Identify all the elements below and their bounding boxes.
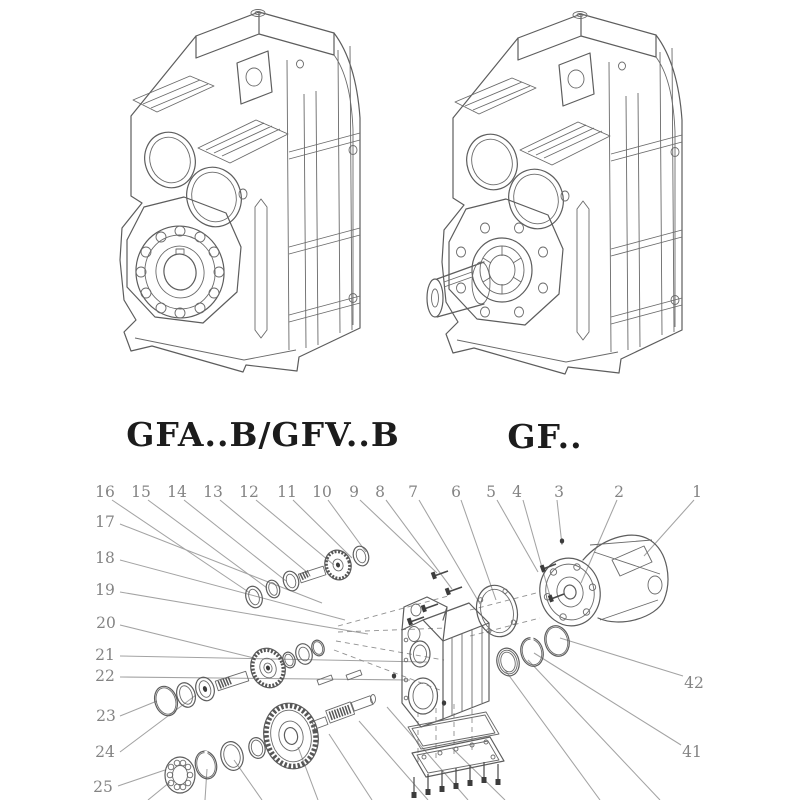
callout-7: 7 xyxy=(408,483,418,501)
callout-2: 2 xyxy=(614,483,624,501)
callout-23: 23 xyxy=(96,707,116,725)
callout-16: 16 xyxy=(95,483,115,501)
callout-4: 4 xyxy=(512,483,522,501)
callout-6: 6 xyxy=(451,483,461,501)
callout-3: 3 xyxy=(554,483,564,501)
output-bearing-balls xyxy=(167,760,193,790)
projection-lines xyxy=(334,592,540,766)
callout-42: 42 xyxy=(684,674,704,692)
callout-41: 41 xyxy=(682,743,702,761)
callout-9: 9 xyxy=(349,483,359,501)
callout-25: 25 xyxy=(93,778,113,796)
callout-15: 15 xyxy=(131,483,151,501)
callout-24: 24 xyxy=(95,743,115,761)
input-shaft-parts xyxy=(243,544,371,610)
callout-12: 12 xyxy=(239,483,259,501)
callout-14: 14 xyxy=(167,483,187,501)
motor-flange-assembly xyxy=(534,535,668,631)
callout-11: 11 xyxy=(277,483,297,501)
callout-22: 22 xyxy=(95,667,115,685)
callout-5: 5 xyxy=(486,483,496,501)
callout-17: 17 xyxy=(95,513,115,531)
product-title-left: GFA..B/GFV..B xyxy=(126,415,400,454)
callout-19: 19 xyxy=(95,581,115,599)
callout-20: 20 xyxy=(96,614,116,632)
callout-21: 21 xyxy=(95,646,115,664)
callout-8: 8 xyxy=(375,483,385,501)
callout-1: 1 xyxy=(692,483,702,501)
callout-13: 13 xyxy=(203,483,223,501)
product-title-right: GF.. xyxy=(507,417,583,456)
callout-18: 18 xyxy=(95,549,115,567)
output-shaft-parts xyxy=(165,670,376,793)
callout-10: 10 xyxy=(312,483,332,501)
